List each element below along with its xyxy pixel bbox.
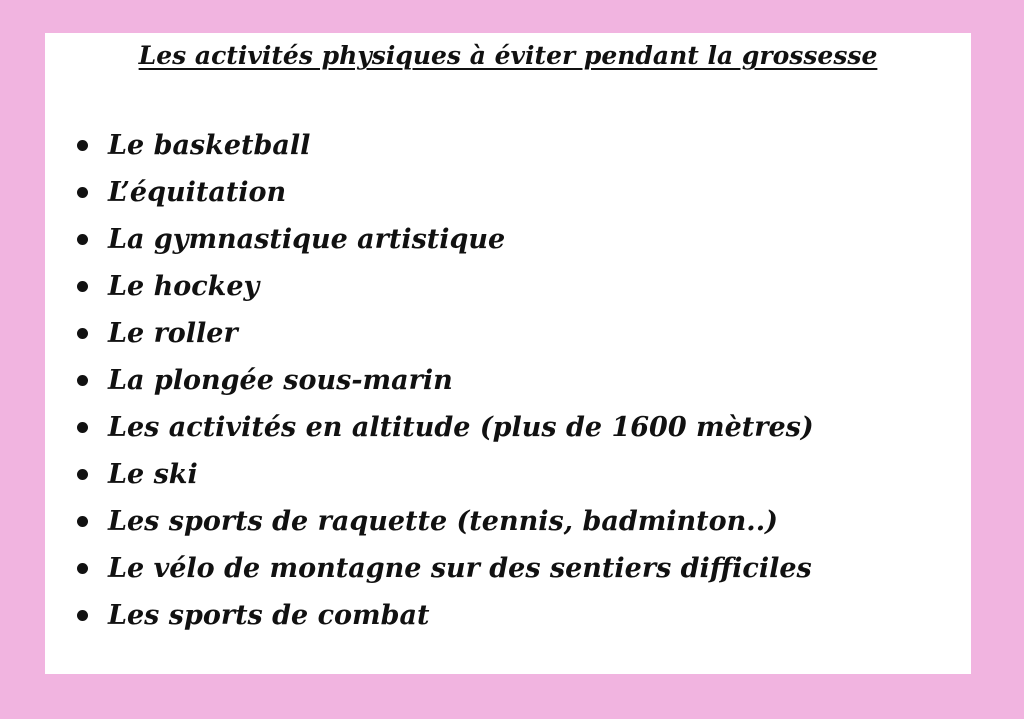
bullet-icon (77, 234, 88, 245)
list-item-label: Le roller (108, 318, 238, 349)
bullet-icon (77, 422, 88, 433)
activity-list (45, 126, 814, 643)
bullet-icon (77, 516, 88, 527)
list-item-label: Le vélo de montagne sur des sentiers difficiles (108, 553, 812, 584)
list-item-label: La gymnastique artistique (108, 224, 506, 255)
list-item-label: Les sports de combat (108, 600, 430, 631)
bullet-icon (77, 328, 88, 339)
list-item (45, 267, 814, 314)
list-item (45, 596, 814, 643)
bullet-icon (77, 187, 88, 198)
list-item (45, 314, 814, 361)
list-item (45, 408, 814, 455)
list-item (45, 502, 814, 549)
list-item-label: Le ski (108, 459, 198, 490)
bullet-icon (77, 281, 88, 292)
list-item (45, 549, 814, 596)
list-item-label: L’équitation (108, 177, 287, 208)
list-item (45, 126, 814, 173)
list-item-label: Le hockey (108, 271, 260, 302)
list-item-label: La plongée sous-marin (108, 365, 453, 396)
bullet-icon (77, 375, 88, 386)
page-title: Les activités physiques à éviter pendant la grossesse (138, 41, 878, 70)
bullet-icon (77, 610, 88, 621)
bullet-icon (77, 469, 88, 480)
content-card (45, 33, 971, 674)
list-item (45, 455, 814, 502)
list-item-label: Les activités en altitude (plus de 1600 mètres) (108, 412, 814, 443)
list-item (45, 361, 814, 408)
bullet-icon (77, 140, 88, 151)
bullet-icon (77, 563, 88, 574)
list-item (45, 173, 814, 220)
list-item (45, 220, 814, 267)
list-item-label: Les sports de raquette (tennis, badminton..) (108, 506, 778, 537)
list-item-label: Le basketball (108, 130, 311, 161)
